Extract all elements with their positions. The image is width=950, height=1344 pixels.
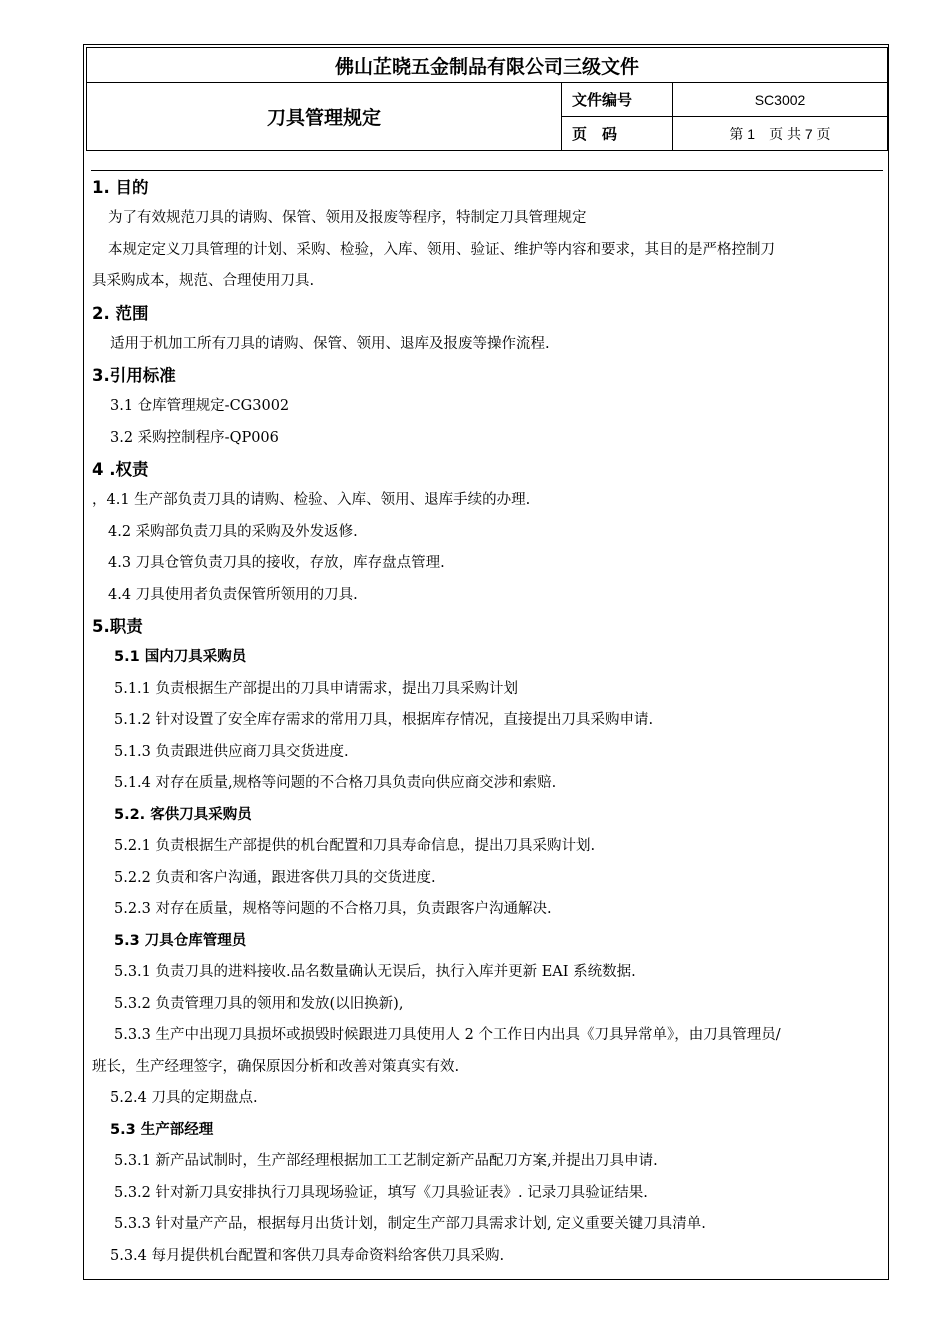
- paragraph: 5.1.2 针对设置了安全库存需求的常用刀具，根据库存情况，直接提出刀具采购申请.: [114, 712, 654, 728]
- paragraph: 具采购成本，规范、合理使用刀具.: [92, 273, 315, 289]
- header-divider: [91, 170, 883, 171]
- subsection-heading: 5.1 国内刀具采购员: [114, 649, 247, 665]
- paragraph: 本规定定义刀具管理的计划、采购、检验，入库、领用、验证、维护等内容和要求，其目的是严格控制刀: [108, 241, 775, 258]
- paragraph: 4.2 采购部负责刀具的采购及外发返修.: [108, 523, 358, 540]
- paragraph: 5.1.1 负责根据生产部提出的刀具申请需求，提出刀具采购计划: [114, 680, 519, 697]
- section-heading: 3.引用标准: [92, 366, 176, 385]
- page-label: 页 码: [562, 117, 673, 151]
- document-body: [92, 172, 882, 1272]
- paragraph: 5.3.3 生产中出现刀具损坏或损毁时候跟进刀具使用人 2 个工作日内出具《刀具异常单》，由刀具管理员/: [114, 1027, 781, 1043]
- header-table: [86, 47, 888, 151]
- paragraph: 5.2.2 负责和客户沟通，跟进客供刀具的交货进度.: [114, 869, 436, 886]
- paragraph: ，4.1 生产部负责刀具的请购、检验、入库、领用、退库手续的办理.: [92, 492, 531, 508]
- paragraph: 5.2.4 刀具的定期盘点.: [110, 1090, 258, 1106]
- page-value: 第 1 页 共 7 页: [673, 117, 888, 151]
- document-title: 刀具管理规定: [87, 83, 562, 151]
- paragraph: 5.2.1 负责根据生产部提供的机台配置和刀具寿命信息，提出刀具采购计划.: [114, 838, 596, 854]
- paragraph: 5.1.3 负责跟进供应商刀具交货进度.: [114, 743, 349, 760]
- paragraph: 5.3.4 每月提供机台配置和客供刀具寿命资料给客供刀具采购.: [110, 1247, 505, 1264]
- paragraph: 5.3.1 新产品试制时，生产部经理根据加工工艺制定新产品配刀方案,并提出刀具申请.: [114, 1153, 658, 1169]
- paragraph: 5.3.2 针对新刀具安排执行刀具现场验证，填写《刀具验证表》. 记录刀具验证结果.: [114, 1184, 648, 1201]
- paragraph: 5.2.3 对存在质量，规格等问题的不合格刀具，负责跟客户沟通解决.: [114, 901, 552, 917]
- paragraph: 3.1 仓库管理规定-CG3002: [110, 398, 290, 414]
- paragraph: 3.2 采购控制程序-QP006: [110, 429, 279, 446]
- company-title: 佛山芷晓五金制品有限公司三级文件: [87, 48, 888, 83]
- paragraph: 5.3.2 负责管理刀具的领用和发放(以旧换新),: [114, 995, 404, 1012]
- paragraph: 4.3 刀具仓管负责刀具的接收，存放，库存盘点管理.: [108, 555, 445, 571]
- section-heading: 5.职责: [92, 617, 143, 636]
- section-heading: 2. 范围: [92, 303, 149, 323]
- paragraph: 适用于机加工所有刀具的请购、保管、领用、退库及报废等操作流程.: [110, 335, 550, 352]
- paragraph: 4.4 刀具使用者负责保管所领用的刀具.: [108, 586, 358, 603]
- section-heading: 1. 目的: [92, 178, 149, 197]
- doc-number-label: 文件编号: [562, 83, 673, 117]
- paragraph: 班长，生产经理签字，确保原因分析和改善对策真实有效.: [92, 1058, 460, 1075]
- subsection-heading: 5.3 生产部经理: [110, 1121, 214, 1138]
- section-heading: 4 .权责: [92, 460, 149, 479]
- paragraph: 为了有效规范刀具的请购、保管、领用及报废等程序，特制定刀具管理规定: [108, 210, 587, 226]
- subsection-heading: 5.3 刀具仓库管理员: [114, 932, 247, 949]
- paragraph: 5.1.4 对存在质量,规格等问题的不合格刀具负责向供应商交涉和索赔.: [114, 775, 557, 791]
- subsection-heading: 5.2. 客供刀具采购员: [114, 806, 252, 823]
- doc-number-value: SC3002: [673, 83, 888, 117]
- paragraph: 5.3.3 针对量产产品，根据每月出货计划，制定生产部刀具需求计划, 定义重要关键刀具清单.: [114, 1216, 706, 1232]
- paragraph: 5.3.1 负责刀具的进料接收.品名数量确认无误后，执行入库并更新 EAI 系统数据.: [114, 964, 636, 980]
